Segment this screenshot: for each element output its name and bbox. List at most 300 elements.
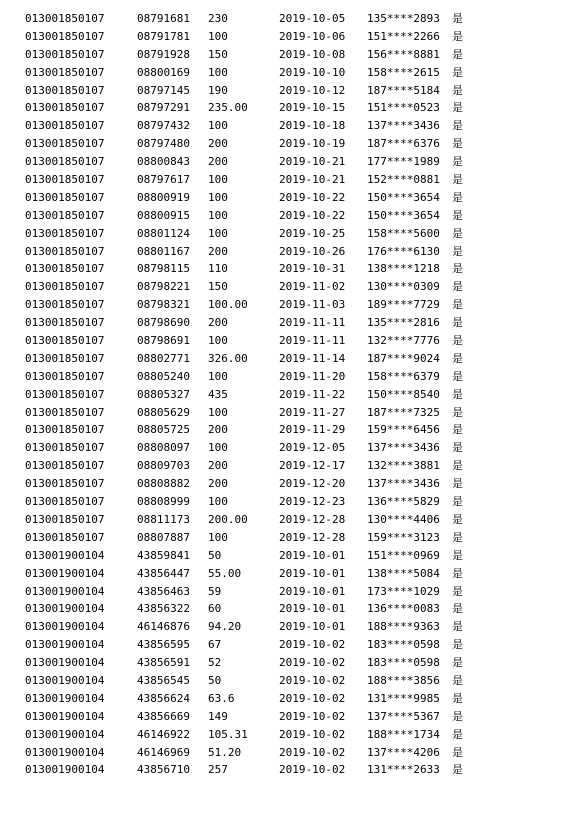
amount: 235.00 [208, 101, 248, 115]
phone-number: 132****3881 [367, 459, 440, 473]
account-number: 013001850107 [25, 280, 105, 294]
account-number: 013001900104 [25, 709, 105, 723]
date: 2019-10-26 [279, 244, 346, 258]
serial-number: 08791781 [137, 29, 190, 43]
serial-number: 43856595 [137, 638, 190, 652]
serial-number: 46146922 [137, 727, 190, 741]
phone-number: 187****5184 [367, 83, 440, 97]
phone-number: 137****3436 [367, 119, 440, 133]
phone-number: 187****6376 [367, 137, 440, 151]
table-row [0, 99, 562, 117]
amount: 100 [208, 119, 228, 133]
account-number: 013001850107 [25, 387, 105, 401]
phone-number: 156****8881 [367, 47, 440, 61]
status-flag: 是 [452, 369, 463, 383]
serial-number: 08791928 [137, 47, 190, 61]
account-number: 013001850107 [25, 83, 105, 97]
account-number: 013001850107 [25, 495, 105, 509]
phone-number: 150****8540 [367, 387, 440, 401]
amount: 100 [208, 495, 228, 509]
account-number: 013001850107 [25, 334, 105, 348]
amount: 190 [208, 83, 228, 97]
date: 2019-10-05 [279, 12, 346, 25]
status-flag: 是 [452, 548, 463, 562]
status-flag: 是 [452, 173, 463, 187]
account-number: 013001900104 [25, 691, 105, 705]
amount: 200 [208, 137, 228, 151]
status-flag: 是 [452, 709, 463, 723]
amount: 150 [208, 47, 228, 61]
status-flag: 是 [452, 459, 463, 473]
table-row [0, 153, 562, 171]
status-flag: 是 [452, 387, 463, 401]
date: 2019-11-20 [279, 369, 346, 383]
phone-number: 131****9985 [367, 691, 440, 705]
date: 2019-12-28 [279, 530, 346, 544]
phone-number: 131****2633 [367, 763, 440, 777]
table-row [0, 493, 562, 511]
amount: 100 [208, 226, 228, 240]
account-number: 013001850107 [25, 316, 105, 330]
date: 2019-10-02 [279, 656, 346, 670]
amount: 63.6 [208, 691, 235, 705]
status-flag: 是 [452, 691, 463, 705]
phone-number: 138****5084 [367, 566, 440, 580]
account-number: 013001850107 [25, 262, 105, 276]
status-flag: 是 [452, 745, 463, 759]
date: 2019-10-21 [279, 173, 346, 187]
account-number: 013001900104 [25, 673, 105, 687]
date: 2019-10-08 [279, 47, 346, 61]
status-flag: 是 [452, 65, 463, 79]
amount: 100 [208, 369, 228, 383]
amount: 200 [208, 477, 228, 491]
serial-number: 08805327 [137, 387, 190, 401]
account-number: 013001850107 [25, 101, 105, 115]
date: 2019-10-18 [279, 119, 346, 133]
phone-number: 176****6130 [367, 244, 440, 258]
table-row [0, 135, 562, 153]
table-row [0, 600, 562, 618]
amount: 200 [208, 316, 228, 330]
date: 2019-12-17 [279, 459, 346, 473]
status-flag: 是 [452, 763, 463, 777]
date: 2019-11-11 [279, 316, 346, 330]
table-row [0, 457, 562, 475]
account-number: 013001850107 [25, 226, 105, 240]
table-row [0, 475, 562, 493]
phone-number: 151****0969 [367, 548, 440, 562]
account-number: 013001900104 [25, 566, 105, 580]
account-number: 013001850107 [25, 423, 105, 437]
amount: 100 [208, 530, 228, 544]
table-row [0, 117, 562, 135]
date: 2019-10-02 [279, 727, 346, 741]
date: 2019-10-21 [279, 155, 346, 169]
amount: 100 [208, 173, 228, 187]
serial-number: 08808999 [137, 495, 190, 509]
serial-number: 08798321 [137, 298, 190, 312]
amount: 55.00 [208, 566, 242, 580]
phone-number: 188****9363 [367, 620, 440, 634]
table-row [0, 296, 562, 314]
table-row [0, 225, 562, 243]
status-flag: 是 [452, 29, 463, 43]
status-flag: 是 [452, 226, 463, 240]
status-flag: 是 [452, 441, 463, 455]
status-flag: 是 [452, 316, 463, 330]
serial-number: 08797617 [137, 173, 190, 187]
phone-number: 130****0309 [367, 280, 440, 294]
amount: 67 [208, 638, 222, 652]
account-number: 013001850107 [25, 190, 105, 204]
transaction-list [0, 10, 562, 779]
serial-number: 08800169 [137, 65, 190, 79]
account-number: 013001900104 [25, 745, 105, 759]
amount: 100 [208, 441, 228, 455]
status-flag: 是 [452, 119, 463, 133]
table-row [0, 690, 562, 708]
phone-number: 136****5829 [367, 495, 440, 509]
date: 2019-10-01 [279, 602, 346, 616]
amount: 257 [208, 763, 228, 777]
phone-number: 158****6379 [367, 369, 440, 383]
amount: 100 [208, 208, 228, 222]
amount: 52 [208, 656, 222, 670]
account-number: 013001900104 [25, 602, 105, 616]
date: 2019-10-22 [279, 190, 346, 204]
amount: 100 [208, 65, 228, 79]
amount: 200 [208, 423, 228, 437]
status-flag: 是 [452, 137, 463, 151]
status-flag: 是 [452, 351, 463, 365]
table-row [0, 368, 562, 386]
amount: 150 [208, 280, 228, 294]
serial-number: 08805629 [137, 405, 190, 419]
amount: 100 [208, 29, 228, 43]
account-number: 013001900104 [25, 584, 105, 598]
table-row [0, 672, 562, 690]
table-row [0, 529, 562, 547]
status-flag: 是 [452, 280, 463, 294]
table-row [0, 350, 562, 368]
account-number: 013001850107 [25, 208, 105, 222]
serial-number: 43856545 [137, 673, 190, 687]
phone-number: 137****4206 [367, 745, 440, 759]
phone-number: 137****3436 [367, 477, 440, 491]
account-number: 013001850107 [25, 441, 105, 455]
status-flag: 是 [452, 673, 463, 687]
account-number: 013001850107 [25, 29, 105, 43]
date: 2019-11-02 [279, 280, 346, 294]
date: 2019-10-02 [279, 691, 346, 705]
serial-number: 08809703 [137, 459, 190, 473]
phone-number: 189****7729 [367, 298, 440, 312]
amount: 100 [208, 190, 228, 204]
status-flag: 是 [452, 190, 463, 204]
account-number: 013001850107 [25, 47, 105, 61]
serial-number: 08805240 [137, 369, 190, 383]
status-flag: 是 [452, 727, 463, 741]
date: 2019-10-31 [279, 262, 346, 276]
account-number: 013001900104 [25, 727, 105, 741]
status-flag: 是 [452, 155, 463, 169]
account-number: 013001850107 [25, 530, 105, 544]
amount: 59 [208, 584, 222, 598]
table-row [0, 386, 562, 404]
table-row [0, 708, 562, 726]
amount: 110 [208, 262, 228, 276]
status-flag: 是 [452, 83, 463, 97]
date: 2019-11-29 [279, 423, 346, 437]
table-row [0, 64, 562, 82]
status-flag: 是 [452, 512, 463, 526]
date: 2019-10-15 [279, 101, 346, 115]
serial-number: 08808882 [137, 477, 190, 491]
status-flag: 是 [452, 566, 463, 580]
date: 2019-10-02 [279, 673, 346, 687]
status-flag: 是 [452, 208, 463, 222]
table-row [0, 82, 562, 100]
serial-number: 08798221 [137, 280, 190, 294]
phone-number: 158****5600 [367, 226, 440, 240]
phone-number: 173****1029 [367, 584, 440, 598]
phone-number: 151****2266 [367, 29, 440, 43]
serial-number: 46146876 [137, 620, 190, 634]
amount: 100 [208, 405, 228, 419]
amount: 326.00 [208, 351, 248, 365]
account-number: 013001900104 [25, 620, 105, 634]
table-row [0, 28, 562, 46]
date: 2019-10-10 [279, 65, 346, 79]
date: 2019-12-20 [279, 477, 346, 491]
table-row [0, 189, 562, 207]
serial-number: 08807887 [137, 530, 190, 544]
status-flag: 是 [452, 656, 463, 670]
status-flag: 是 [452, 405, 463, 419]
account-number: 013001850107 [25, 119, 105, 133]
date: 2019-10-02 [279, 638, 346, 652]
status-flag: 是 [452, 495, 463, 509]
serial-number: 08811173 [137, 512, 190, 526]
date: 2019-11-03 [279, 298, 346, 312]
serial-number: 08797145 [137, 83, 190, 97]
phone-number: 135****2893 [367, 12, 440, 25]
status-flag: 是 [452, 262, 463, 276]
serial-number: 43856463 [137, 584, 190, 598]
date: 2019-11-27 [279, 405, 346, 419]
serial-number: 43859841 [137, 548, 190, 562]
date: 2019-10-22 [279, 208, 346, 222]
status-flag: 是 [452, 638, 463, 652]
phone-number: 159****6456 [367, 423, 440, 437]
table-row [0, 583, 562, 601]
phone-number: 177****1989 [367, 155, 440, 169]
status-flag: 是 [452, 620, 463, 634]
account-number: 013001850107 [25, 405, 105, 419]
phone-number: 136****0083 [367, 602, 440, 616]
table-row [0, 761, 562, 779]
table-row [0, 547, 562, 565]
serial-number: 43856710 [137, 763, 190, 777]
phone-number: 183****0598 [367, 656, 440, 670]
amount: 94.20 [208, 620, 242, 634]
phone-number: 132****7776 [367, 334, 440, 348]
account-number: 013001850107 [25, 477, 105, 491]
date: 2019-10-02 [279, 763, 346, 777]
date: 2019-10-19 [279, 137, 346, 151]
phone-number: 159****3123 [367, 530, 440, 544]
account-number: 013001900104 [25, 763, 105, 777]
serial-number: 43856447 [137, 566, 190, 580]
status-flag: 是 [452, 423, 463, 437]
serial-number: 08797480 [137, 137, 190, 151]
table-row [0, 278, 562, 296]
amount: 100 [208, 334, 228, 348]
serial-number: 46146969 [137, 745, 190, 759]
phone-number: 187****7325 [367, 405, 440, 419]
serial-number: 08802771 [137, 351, 190, 365]
serial-number: 08800843 [137, 155, 190, 169]
date: 2019-10-25 [279, 226, 346, 240]
account-number: 013001850107 [25, 65, 105, 79]
serial-number: 08798115 [137, 262, 190, 276]
table-row [0, 439, 562, 457]
status-flag: 是 [452, 47, 463, 61]
amount: 50 [208, 548, 222, 562]
amount: 200 [208, 244, 228, 258]
table-row [0, 243, 562, 261]
table-row [0, 565, 562, 583]
serial-number: 08800915 [137, 208, 190, 222]
serial-number: 08805725 [137, 423, 190, 437]
serial-number: 43856669 [137, 709, 190, 723]
phone-number: 137****3436 [367, 441, 440, 455]
amount: 60 [208, 602, 222, 616]
table-row [0, 332, 562, 350]
date: 2019-12-05 [279, 441, 346, 455]
account-number: 013001850107 [25, 137, 105, 151]
phone-number: 188****1734 [367, 727, 440, 741]
table-row [0, 10, 562, 28]
status-flag: 是 [452, 530, 463, 544]
status-flag: 是 [452, 334, 463, 348]
amount: 230 [208, 12, 228, 25]
amount: 105.31 [208, 727, 248, 741]
table-row [0, 744, 562, 762]
account-number: 013001850107 [25, 369, 105, 383]
phone-number: 150****3654 [367, 208, 440, 222]
date: 2019-10-06 [279, 29, 346, 43]
table-row [0, 636, 562, 654]
account-number: 013001900104 [25, 656, 105, 670]
serial-number: 08797291 [137, 101, 190, 115]
table-row [0, 726, 562, 744]
account-number: 013001850107 [25, 351, 105, 365]
date: 2019-11-22 [279, 387, 346, 401]
status-flag: 是 [452, 244, 463, 258]
table-row [0, 654, 562, 672]
serial-number: 43856624 [137, 691, 190, 705]
amount: 200.00 [208, 512, 248, 526]
amount: 435 [208, 387, 228, 401]
table-row [0, 314, 562, 332]
table-row [0, 260, 562, 278]
date: 2019-10-12 [279, 83, 346, 97]
phone-number: 158****2615 [367, 65, 440, 79]
date: 2019-11-11 [279, 334, 346, 348]
account-number: 013001850107 [25, 244, 105, 258]
table-row [0, 421, 562, 439]
phone-number: 150****3654 [367, 190, 440, 204]
table-row [0, 171, 562, 189]
account-number: 013001900104 [25, 638, 105, 652]
phone-number: 151****0523 [367, 101, 440, 115]
status-flag: 是 [452, 477, 463, 491]
phone-number: 138****1218 [367, 262, 440, 276]
amount: 149 [208, 709, 228, 723]
account-number: 013001850107 [25, 12, 105, 25]
date: 2019-10-01 [279, 620, 346, 634]
date: 2019-10-01 [279, 566, 346, 580]
date: 2019-10-01 [279, 548, 346, 562]
date: 2019-11-14 [279, 351, 346, 365]
date: 2019-10-01 [279, 584, 346, 598]
amount: 200 [208, 155, 228, 169]
serial-number: 08791681 [137, 12, 190, 25]
phone-number: 152****0881 [367, 173, 440, 187]
amount: 50 [208, 673, 222, 687]
phone-number: 187****9024 [367, 351, 440, 365]
table-row [0, 46, 562, 64]
table-row [0, 207, 562, 225]
serial-number: 08798690 [137, 316, 190, 330]
amount: 100.00 [208, 298, 248, 312]
account-number: 013001850107 [25, 459, 105, 473]
date: 2019-12-28 [279, 512, 346, 526]
account-number: 013001850107 [25, 173, 105, 187]
phone-number: 135****2816 [367, 316, 440, 330]
date: 2019-10-02 [279, 745, 346, 759]
serial-number: 08797432 [137, 119, 190, 133]
phone-number: 183****0598 [367, 638, 440, 652]
amount: 200 [208, 459, 228, 473]
serial-number: 08808097 [137, 441, 190, 455]
table-row [0, 511, 562, 529]
serial-number: 08800919 [137, 190, 190, 204]
status-flag: 是 [452, 101, 463, 115]
phone-number: 188****3856 [367, 673, 440, 687]
account-number: 013001850107 [25, 155, 105, 169]
date: 2019-10-02 [279, 709, 346, 723]
amount: 51.20 [208, 745, 242, 759]
date: 2019-12-23 [279, 495, 346, 509]
phone-number: 130****4406 [367, 512, 440, 526]
account-number: 013001900104 [25, 548, 105, 562]
status-flag: 是 [452, 602, 463, 616]
account-number: 013001850107 [25, 512, 105, 526]
table-row [0, 404, 562, 422]
table-row [0, 618, 562, 636]
serial-number: 08798691 [137, 334, 190, 348]
status-flag: 是 [452, 584, 463, 598]
account-number: 013001850107 [25, 298, 105, 312]
serial-number: 08801124 [137, 226, 190, 240]
serial-number: 43856591 [137, 656, 190, 670]
phone-number: 137****5367 [367, 709, 440, 723]
serial-number: 43856322 [137, 602, 190, 616]
status-flag: 是 [452, 12, 463, 25]
